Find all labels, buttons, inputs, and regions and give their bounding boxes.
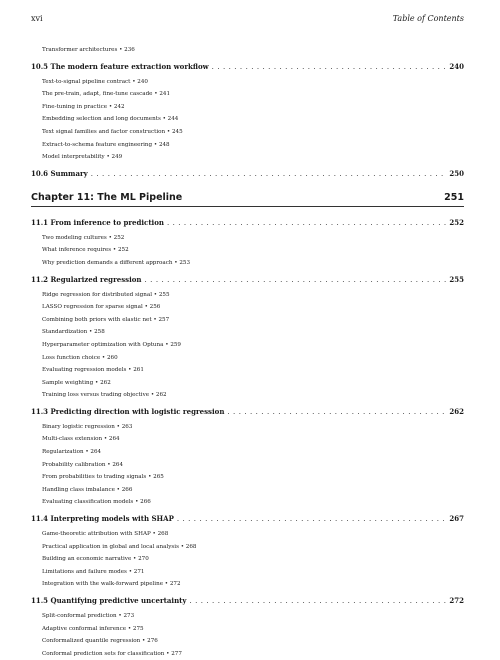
toc-subsection-entry[interactable]: Text signal families and factor construction • 245 — [42, 128, 183, 135]
toc-subsection-entry[interactable]: Conformalized quantile regression • 276 — [42, 638, 158, 645]
entry-title: 10.6 Summary — [31, 168, 88, 178]
entry-title: 10.5 The modern feature extraction workflow — [31, 61, 209, 71]
entry-title: 11.5 Quantifying predictive uncertainty — [31, 596, 187, 605]
table-of-contents — [31, 44, 464, 660]
toc-subsection-entry[interactable]: What inference requires • 252 — [42, 247, 129, 254]
toc-subsection-entry[interactable]: Practical application in global and local analysis • 268 — [42, 543, 197, 550]
dot-leader — [212, 61, 447, 73]
toc-subsection-entry[interactable]: Evaluating classification models • 266 — [42, 499, 151, 506]
toc-subsection-entry[interactable]: Hyperparameter optimization with Optuna • 259 — [42, 341, 181, 348]
toc-section-entry[interactable] — [31, 217, 464, 229]
toc-subsection-entry[interactable]: Standardization • 258 — [42, 329, 105, 336]
toc-subsection-entry[interactable]: Evaluating regression models • 261 — [42, 367, 144, 374]
toc-section-entry[interactable] — [31, 168, 464, 180]
toc-subsection-entry[interactable]: Multi-class extension • 264 — [42, 436, 120, 443]
dot-leader — [145, 274, 447, 286]
entry-page-number: 252 — [449, 217, 464, 227]
toc-subsection-entry[interactable]: Building an economic narrative • 270 — [42, 556, 149, 563]
toc-section-entry[interactable] — [31, 406, 464, 418]
entry-page-number: 262 — [449, 406, 464, 416]
toc-subsection-entry[interactable]: LASSO regression for sparse signal • 256 — [42, 304, 161, 311]
toc-section-entry[interactable] — [31, 595, 464, 607]
toc-subsection-entry[interactable]: Two modeling cultures • 252 — [42, 234, 125, 241]
page-number: xvi — [31, 14, 43, 23]
entry-title: 11.2 Regularized regression — [31, 274, 142, 284]
toc-subsection-entry[interactable]: Why prediction demands a different approach • 253 — [42, 259, 191, 266]
entry-title: Chapter 11: The ML Pipeline — [31, 191, 183, 203]
entry-page-number: 272 — [449, 596, 464, 605]
toc-subsection-entry[interactable]: Model interpretability • 249 — [42, 154, 123, 161]
toc-section-entry[interactable] — [31, 61, 464, 73]
toc-subsection-entry[interactable]: Loss function choice • 260 — [42, 354, 118, 361]
entry-page-number: 267 — [449, 514, 464, 524]
toc-subsection-entry[interactable]: The pre-train, adapt, fine-tune cascade • 241 — [42, 91, 171, 98]
toc-subsection-entry[interactable]: From probabilities to trading signals • 265 — [42, 474, 164, 481]
toc-subsection-entry[interactable]: Regularization • 264 — [42, 449, 102, 456]
toc-subsection-entry[interactable]: Limitations and failure modes • 271 — [42, 568, 145, 575]
entry-page-number: 240 — [449, 61, 464, 71]
entry-page-number: 251 — [444, 191, 464, 203]
running-title: Table of Contents — [392, 14, 464, 23]
toc-subsection-entry[interactable]: Fine-tuning in practice • 242 — [42, 103, 125, 110]
toc-subsection-entry[interactable]: Conformal prediction sets for classification • 277 — [42, 650, 182, 657]
toc-subsection-entry[interactable]: Handling class imbalance • 266 — [42, 486, 133, 493]
entry-page-number: 255 — [449, 274, 464, 284]
toc-subsection-entry[interactable]: Training loss versus trading objective • 262 — [42, 392, 167, 399]
entry-title: 11.3 Predicting direction with logistic regression — [31, 406, 225, 416]
toc-subsection-entry[interactable]: Extract-to-schema feature engineering • 248 — [42, 141, 170, 148]
toc-subsection-entry[interactable]: Binary logistic regression • 263 — [42, 423, 133, 430]
toc-chapter-entry[interactable] — [31, 192, 464, 207]
dot-leader — [167, 217, 446, 229]
toc-subsection-entry[interactable]: Game-theoretic attribution with SHAP • 268 — [42, 531, 169, 538]
entry-page-number: 250 — [449, 168, 464, 178]
toc-subsection-entry[interactable]: Split-conformal prediction • 273 — [42, 613, 135, 619]
entry-title: 11.4 Interpreting models with SHAP — [31, 514, 174, 524]
toc-subsection-entry[interactable]: Adaptive conformal inference • 275 — [42, 625, 144, 632]
toc-subsection-entry[interactable]: Text-to-signal pipeline contract • 240 — [42, 78, 148, 85]
entry-title: 11.1 From inference to prediction — [31, 217, 164, 227]
toc-subsection-entry[interactable]: Integration with the walk-forward pipeline • 272 — [42, 581, 181, 588]
toc-subsection-entry[interactable]: Transformer architectures • 236 — [42, 47, 135, 53]
toc-subsection-entry[interactable]: Ridge regression for distributed signal • 255 — [42, 291, 170, 298]
dot-leader — [189, 595, 446, 607]
toc-subsection-entry[interactable]: Sample weighting • 262 — [42, 379, 111, 386]
toc-section-entry[interactable] — [31, 274, 464, 286]
toc-subsection-entry[interactable]: Embedding selection and long documents • 244 — [42, 116, 179, 123]
toc-subsection-entry[interactable]: Combining both priors with elastic net • 257 — [42, 316, 170, 323]
dot-leader — [91, 168, 447, 180]
toc-section-entry[interactable] — [31, 513, 464, 525]
toc-subsection-entry[interactable]: Probability calibration • 264 — [42, 461, 124, 468]
dot-leader — [227, 406, 446, 418]
dot-leader — [177, 513, 447, 525]
page-header — [31, 14, 464, 23]
